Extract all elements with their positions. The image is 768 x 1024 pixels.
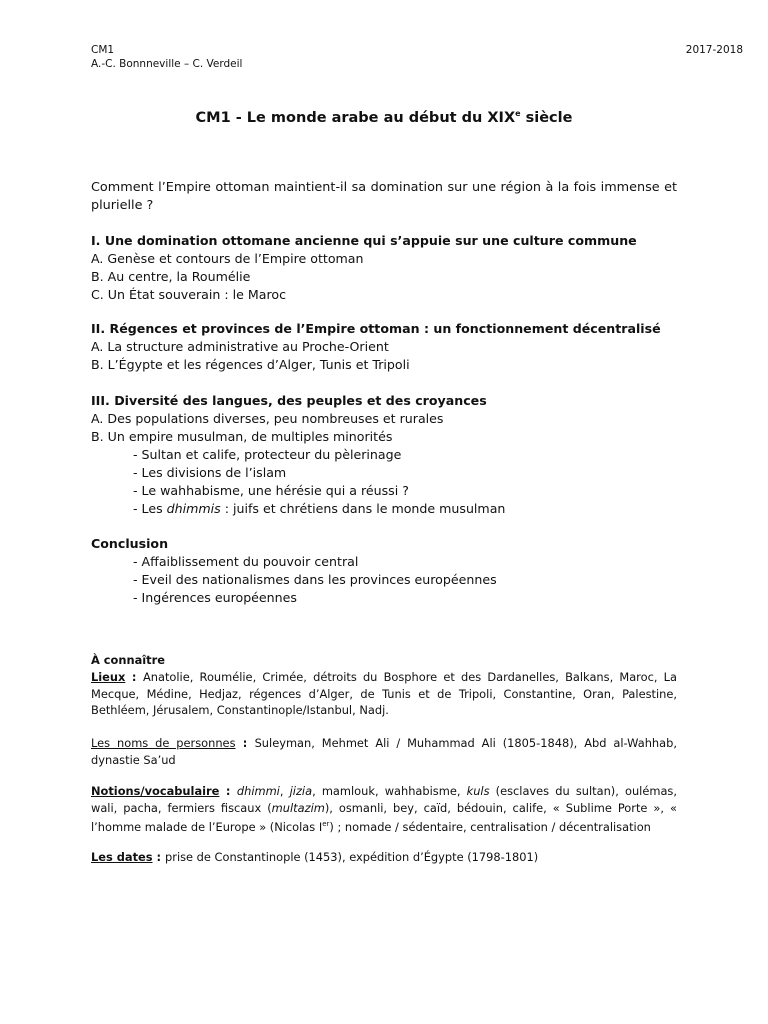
dates-text: prise de Constantinople (1453), expédition d’Égypte (1798-1801) <box>165 850 539 864</box>
section-3-item: A. Des populations diverses, peu nombreuses et rurales <box>91 411 444 426</box>
page-title <box>0 104 768 128</box>
to-know-places <box>91 669 677 719</box>
notions-part: ) ; nomade / sédentaire, centralisation / décentralisation <box>329 820 651 834</box>
section-3-subitem-dhimmis <box>91 500 691 518</box>
section-3-heading: III. Diversité des langues, des peuples et des croyances <box>91 393 487 408</box>
academic-year: 2017-2018 <box>685 44 743 56</box>
to-know-heading: À connaître <box>91 653 165 667</box>
section-3-subitem: - Les divisions de l’islam <box>133 465 287 480</box>
section-1-item: C. Un État souverain : le Maroc <box>91 287 286 302</box>
subitem-italic: dhimmis <box>166 501 221 516</box>
to-know-dates <box>91 849 677 866</box>
notions-part: jizia <box>289 784 313 798</box>
section-2-item: B. L’Égypte et les régences d’Alger, Tunis et Tripoli <box>91 357 410 372</box>
subitem-post: : juifs et chrétiens dans le monde musulman <box>220 501 506 516</box>
section-3-subitem: - Le wahhabisme, une hérésie qui a réussi ? <box>133 483 409 498</box>
places-text: Anatolie, Roumélie, Crimée, détroits du Bosphore et des Dardanelles, Balkans, Maroc, La Mecque, Médine, Hedjaz, régences d’Alger, de Tunis et de Tripoli, Constantine, Oran, Palestine, Bethléem, Jérusalem, Constantinople/Istanbul, Nadj. <box>91 670 677 717</box>
title-superscript: e <box>515 109 521 118</box>
conclusion-item: - Ingérences européennes <box>133 590 297 605</box>
conclusion-heading: Conclusion <box>91 536 169 551</box>
conclusion-section <box>91 535 691 607</box>
notions-part: dhimmi <box>236 784 280 798</box>
people-sep: : <box>235 736 255 750</box>
section-1-item: B. Au centre, la Roumélie <box>91 269 251 284</box>
title-main: CM1 - Le monde arabe au début du XIX <box>195 110 516 126</box>
section-2-item: A. La structure administrative au Proche-Orient <box>91 339 389 354</box>
notions-part: (esclaves du sultan), oulémas, wali, pacha, fermiers fiscaux ( <box>91 784 677 815</box>
places-label: Lieux <box>91 670 126 684</box>
places-sep: : <box>125 670 143 684</box>
section-1 <box>91 232 691 304</box>
people-label: Les noms de personnes <box>91 736 236 750</box>
conclusion-item: - Eveil des nationalismes dans les provinces européennes <box>133 572 497 587</box>
section-2 <box>91 320 691 374</box>
course-code: CM1 <box>91 44 115 56</box>
notions-sep: : <box>219 784 237 798</box>
notions-label: Notions/vocabulaire <box>91 784 220 798</box>
section-1-heading: I. Une domination ottomane ancienne qui s’appuie sur une culture commune <box>91 233 637 248</box>
conclusion-item: - Affaiblissement du pouvoir central <box>133 554 359 569</box>
notions-part: multazim <box>271 800 325 815</box>
authors: A.-C. Bonnneville – C. Verdeil <box>91 58 243 70</box>
section-3-item: B. Un empire musulman, de multiples minorités <box>91 429 393 444</box>
to-know-people <box>91 735 677 768</box>
notions-superscript: er <box>322 820 330 828</box>
section-3-subitem: - Sultan et calife, protecteur du pèlerinage <box>133 447 402 462</box>
section-2-heading: II. Régences et provinces de l’Empire ottoman : un fonctionnement décentralisé <box>91 321 661 336</box>
dates-label: Les dates <box>91 850 153 864</box>
notions-part: , <box>279 784 290 798</box>
title-tail: siècle <box>520 110 573 126</box>
notions-part: , mamlouk, wahhabisme, <box>312 784 467 798</box>
section-3 <box>91 392 691 518</box>
dates-sep: : <box>152 850 166 864</box>
to-know-notions <box>91 783 677 836</box>
header-left <box>91 43 242 71</box>
notions-part: ), osmanli, bey, caïd, bédouin, calife, « Sublime Porte », « l’homme malade de l’Europe » (Nicolas I <box>91 800 677 834</box>
people-text: Suleyman, Mehmet Ali / Muhammad Ali (1805-1848), Abd al-Wahhab, dynastie Sa’ud <box>91 736 677 767</box>
notions-part: kuls <box>466 784 490 798</box>
section-1-item: A. Genèse et contours de l’Empire ottoman <box>91 251 364 266</box>
intro-question: Comment l’Empire ottoman maintient-il sa domination sur une région à la fois immense et plurielle ? <box>91 180 677 213</box>
subitem-pre: - Les <box>133 501 167 516</box>
